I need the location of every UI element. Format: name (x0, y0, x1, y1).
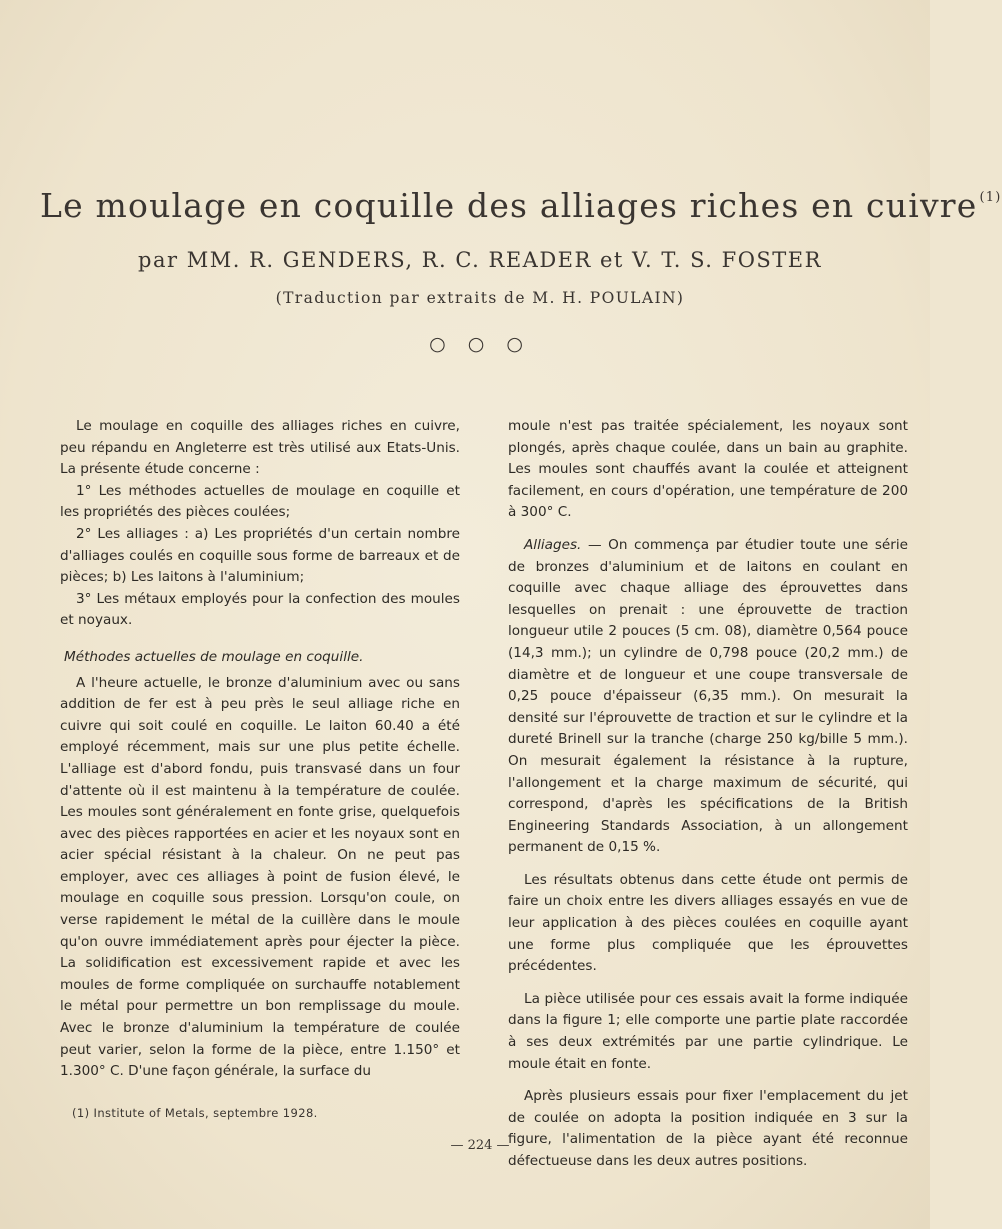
ornament-divider: ○ ○ ○ (429, 333, 531, 355)
body-paragraph: A l'heure actuelle, le bronze d'aluminium avec ou sans addition de fer est à peu près le seul alliage riche en cuivre qui soit coulé en coquille. Le laiton 60.40 a été employé récemment, mais sur une plus petite échelle. L'alliage est d'abord fondu, puis transvasé dans un four d'attente où il est maintenu à la température de coulée. Les moules sont généralement en fonte grise, quelquefois avec des pièces rapportées en acier et les noyaux sont en acier spécial résistant à la chaleur. On ne peut pas employer, avec ces alliages à point de fusion élevé, le moulage en coquille sous pression. Lorsqu'on coule, on verse rapidement le métal de la cuillère dans le moule qu'on ouvre immédiatement après pour éjecter la pièce. La solidification est excessivement rapide et avec les moules de forme compliquée on surchauffe notablement le métal pour permettre un bon remplissage du moule. Avec le bronze d'aluminium la température de coulée peut varier, selon la forme de la pièce, entre 1.150° et 1.300° C. D'une façon générale, la surface du (60, 674, 460, 1080)
section-heading: Méthodes actuelles de moulage en coquille. (64, 648, 364, 665)
list-item-1: 1° Les méthodes actuelles de moulage en coquille et les propriétés des pièces coulées; (60, 482, 460, 521)
list-item-2: 2° Les alliages : a) Les propriétés d'un certain nombre d'alliages coulés en coquille sous forme de barreaux et de pièces; b) Les laitons à l'aluminium; (60, 525, 460, 586)
translation-credit: (Traduction par extraits de M. H. POULAIN) (275, 289, 685, 307)
article-title: Le moulage en coquille des alliages riches en cuivre $^{(1)}$ (40, 186, 1002, 225)
alliages-paragraph (508, 535, 908, 859)
list-item-3: 3° Les métaux employés pour la confection des moules et noyaux. (60, 590, 460, 629)
page-number: — 224 — (450, 1138, 510, 1153)
piece-paragraph: La pièce utilisée pour ces essais avait la forme indiquée dans la figure 1; elle comporte une partie plate raccordée à ses deux extrémités par une partie cylindrique. Le moule était en fonte. (508, 990, 908, 1072)
feeding-paragraph: Après plusieurs essais pour fixer l'emplacement du jet de coulée on adopta la position indiquée en 3 sur la figure, l'alimentation de la pièce ayant été reconnue défectueuse dans les deux autres positions. (508, 1088, 908, 1169)
article-authors: par MM. R. GENDERS, R. C. READER et V. T. S. FOSTER (138, 248, 822, 272)
intro-paragraph: Le moulage en coquille des alliages riches en cuivre, peu répandu en Angleterre est très utilisé aux Etats-Unis. La présente étude concerne : (60, 418, 460, 478)
footnote: (1) Institute of Metals, septembre 1928. (72, 1106, 318, 1120)
continuation-paragraph: moule n'est pas traitée spécialement, les noyaux sont plongés, après chaque coulée, dans un bain au graphite. Les moules sont chauffés avant la coulée et atteignent facilement, en cours d'opération, une température de 200 à 300° C. (508, 418, 908, 521)
right-column (508, 416, 908, 1173)
alliages-text: — On commença par étudier toute une série de bronzes d'aluminium et de laitons en coulant en coquille avec chaque alliage des éprouvettes dans lesquelles on prenait : une éprouvette de traction longueur utile 2 pouces (5 cm. 08), diamètre 0,564 pouce (14,3 mm.); un cylindre de 0,798 pouce (20,2 mm.) de diamètre et de longueur et une coupe transversale de 0,25 pouce d'épaisseur (6,35 mm.). On mesurait la densité sur l'éprouvette de traction et sur le cylindre et la dureté Brinell sur la tranche (charge 250 kg/bille 5 mm.). On mesurait également la résistance à la rupture, l'allongement et la charge maximum de sécurité, qui correspond, d'après les spécifications de la British Engineering Standards Association, à un allongement permanent de 0,15 %. (508, 536, 908, 856)
alliages-label: Alliages. (524, 536, 582, 553)
title-footnote-marker: (1) (979, 190, 1002, 205)
results-paragraph: Les résultats obtenus dans cette étude ont permis de faire un choix entre les divers alliages essayés en vue de leur application à des pièces coulées en coquille ayant une forme plus compliquée que les éprouvettes précédentes. (508, 871, 908, 975)
left-column (60, 416, 460, 1083)
